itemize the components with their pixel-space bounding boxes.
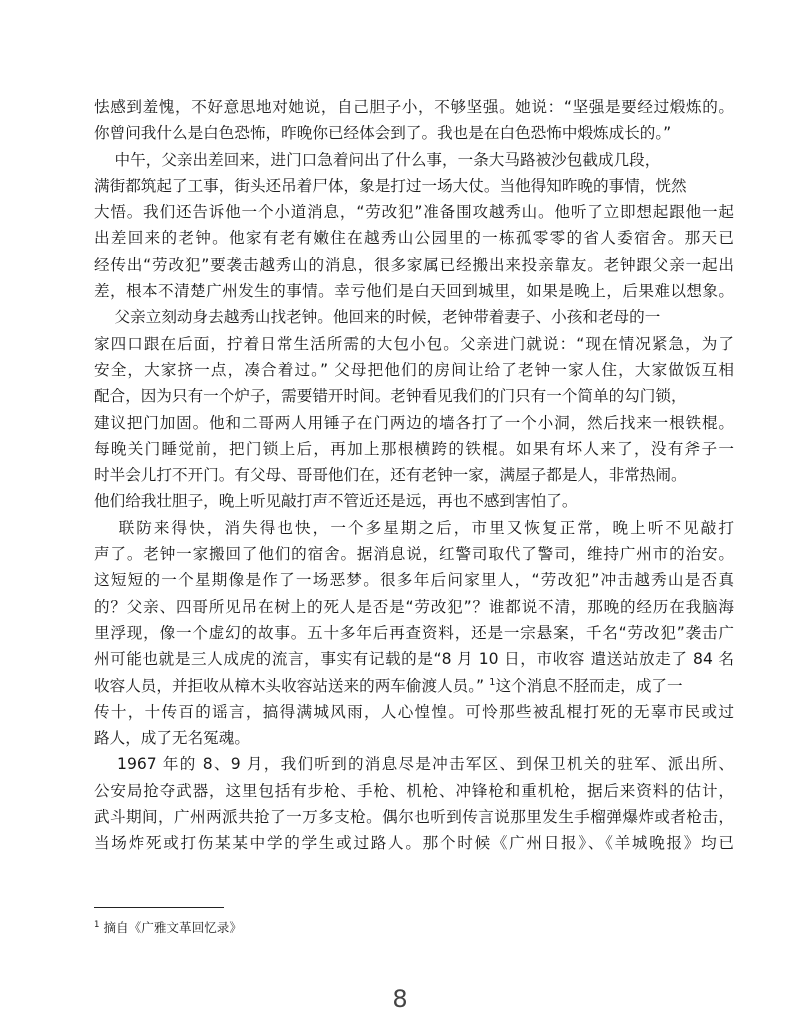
text-line: 联防来得快，消失得也快，一个多星期之后，市里又恢复正常，晚上听不见敲打: [94, 518, 734, 537]
text-line: 当场炸死或打伤某某中学的学生或过路人。那个时候《广州日报》、《羊城晚报》均已: [94, 834, 734, 853]
text-line: 传十，十传百的谣言，搞得满城风雨，人心惶惶。可怜那些被乱棍打死的无辜市民或过: [94, 702, 734, 721]
text-line: 武斗期间，广州两派共抢了一万多支枪。偶尔也听到传言说那里发生手榴弹爆炸或者枪击，: [94, 808, 734, 827]
text-line: 路人，成了无名冤魂。: [94, 729, 250, 748]
text-line: 家四口跟在后面，拧着日常生活所需的大包小包。父亲进门就说：“现在情况紧急，为了: [94, 334, 734, 353]
text-line: [94, 673, 734, 699]
text-line: 每晚关门睡觉前，把门锁上后，再加上那根横跨的铁棍。如果有坏人来了，没有斧子一: [94, 439, 734, 458]
text-line: 里浮现，像一个虚幻的故事。五十多年后再查资料，还是一宗悬案，千名“劳改犯”袭击广: [94, 623, 734, 642]
text-line: 时半会儿打不开门。有父母、哥哥他们在，还有老钟一家，满屋子都是人，非常热闹。: [94, 466, 687, 485]
text-line: 州可能也就是三人成虎的流言，事实有记载的是“8 月 10 日，市收容 遣送站放走了 84 名: [94, 650, 734, 669]
text-segment: 这个消息不胫而走，成了一: [495, 676, 683, 695]
text-line: 你曾问我什么是白色恐怖，昨晚你已经体会到了。我也是在白色恐怖中煅炼成长的。”: [94, 124, 672, 143]
text-line: 大悟。我们还告诉他一个小道消息，“劳改犯”准备围攻越秀山。他听了立即想起跟他一起: [94, 203, 734, 222]
text-line: 配合，因为只有一个炉子，需要错开时间。老钟看见我们的门只有一个简单的勾门锁，: [94, 387, 687, 406]
footnote: [94, 919, 242, 937]
text-line: 建议把门加固。他和二哥两人用锤子在门两边的墙各打了一个小洞，然后找来一根铁棍。: [94, 413, 734, 432]
text-segment: 收容人员，并拒收从樟木头收容站送来的两车偷渡人员。”: [94, 676, 485, 695]
text-line: 父亲立刻动身去越秀山找老钟。他回来的时候，老钟带着妻子、小孩和老母的一: [94, 308, 661, 327]
body-text: [94, 94, 734, 857]
text-line: 怯感到羞愧，不好意思地对她说，自己胆子小，不够坚强。她说：“坚强是要经过煅炼的。: [94, 98, 734, 116]
text-line: 这短短的一个星期像是作了一场恶梦。很多年后问家里人，“劳改犯”冲击越秀山是否真: [94, 571, 734, 590]
footnote-divider: [94, 907, 224, 908]
text-line: 满街都筑起了工事，街头还吊着尸体，象是打过一场大仗。当他得知昨晚的事情，恍然: [94, 176, 687, 195]
text-line: 公安局抢夺武器，这里包括有步枪、手枪、机枪、冲锋枪和重机枪，据后来资料的估计，: [94, 781, 734, 800]
text-line: 的？父亲、四哥所见吊在树上的死人是否是“劳改犯”？谁都说不清，那晚的经历在我脑海: [94, 597, 734, 616]
text-line: 中午，父亲出差回来，进门口急着问出了什么事，一条大马路被沙包截成几段，: [94, 150, 661, 169]
footnote-number: 1: [94, 920, 100, 930]
page-number: 8: [392, 985, 408, 1013]
text-line: 出差回来的老钟。他家有老有嫩住在越秀山公园里的一栋孤零零的省人委宿舍。那天已: [94, 229, 734, 248]
text-line: 他们给我壮胆子，晚上听见敲打声不管近还是远，再也不感到害怕了。: [94, 492, 578, 511]
text-line: 1967 年的 8、9 月，我们听到的消息尽是冲击军区、到保卫机关的驻军、派出所、: [94, 755, 734, 774]
text-line: 声了。老钟一家搬回了他们的宿舍。据消息说，红警司取代了警司，维持广州市的治安。: [94, 545, 734, 564]
footnote-text: 摘自《广雅文革回忆录》: [103, 920, 242, 935]
text-line: 差，根本不清楚广州发生的事情。幸亏他们是白天回到城里，如果是晚上，后果难以想象。: [94, 282, 734, 301]
text-line: 安全，大家挤一点，凑合着过。” 父母把他们的房间让给了老钟一家人住，大家做饭互相: [94, 360, 734, 379]
text-line: 经传出“劳改犯”要袭击越秀山的消息，很多家属已经搬出来投亲靠友。老钟跟父亲一起出: [94, 255, 734, 274]
footnote-reference[interactable]: 1: [489, 676, 496, 688]
